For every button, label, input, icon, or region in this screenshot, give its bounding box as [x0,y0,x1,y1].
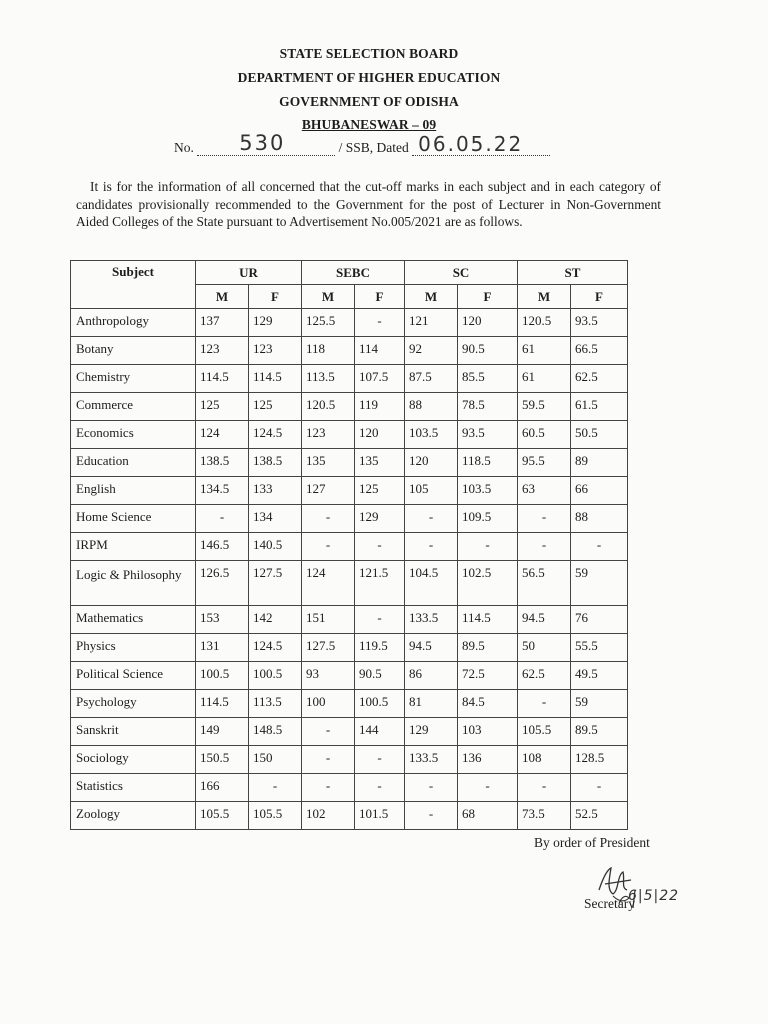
cutoff-value-cell: 50 [518,634,571,662]
cutoff-value-cell: - [458,533,518,561]
cutoff-value-cell: 120 [458,309,518,337]
cutoff-value-cell: 119 [355,393,405,421]
cutoff-value-cell: - [355,746,405,774]
cutoff-value-cell: 95.5 [518,449,571,477]
header-department: DEPARTMENT OF HIGHER EDUCATION [237,70,501,85]
cutoff-value-cell: 119.5 [355,634,405,662]
category-header: UR [196,261,302,285]
cutoff-value-cell: 129 [249,309,302,337]
table-row [71,421,628,449]
cutoff-value-cell: 148.5 [249,718,302,746]
subject-cell: Chemistry [71,365,196,393]
cutoff-value-cell: 100.5 [249,662,302,690]
cutoff-value-cell: 118.5 [458,449,518,477]
cutoff-value-cell: 125.5 [302,309,355,337]
cutoff-value-cell: 92 [405,337,458,365]
cutoff-value-cell: 94.5 [518,606,571,634]
cutoff-value-cell: 133.5 [405,746,458,774]
cutoff-value-cell: 105 [405,477,458,505]
cutoff-value-cell: 88 [405,393,458,421]
cutoff-value-cell: 103 [458,718,518,746]
notice-paragraph: It is for the information of all concerned that the cut-off marks in each subject and in each category of candidates provisionally recommended to the Government for the post of Lecturer in Non-Government Aided Colleges of the State pursuant to Advertisement No.005/2021 are as follows. [76,179,661,230]
cutoff-value-cell: 93 [302,662,355,690]
cutoff-value-cell: 59 [571,561,628,606]
cutoff-value-cell: 59 [571,690,628,718]
cutoff-value-cell: 114.5 [196,365,249,393]
cutoff-value-cell: 113.5 [302,365,355,393]
cutoff-value-cell: 150 [249,746,302,774]
cutoff-value-cell: - [302,718,355,746]
cutoff-value-cell: 140.5 [249,533,302,561]
cutoff-value-cell: 138.5 [196,449,249,477]
subject-cell: Home Science [71,505,196,533]
cutoff-value-cell: 101.5 [355,802,405,830]
subject-cell: Physics [71,634,196,662]
table-row [71,662,628,690]
cutoff-value-cell: 149 [196,718,249,746]
cutoff-value-cell: 62.5 [571,365,628,393]
cutoff-value-cell: 105.5 [196,802,249,830]
cutoff-value-cell: - [302,505,355,533]
reference-line [174,131,550,156]
cutoff-value-cell: 120.5 [302,393,355,421]
subject-cell: Zoology [71,802,196,830]
cutoff-value-cell: 124.5 [249,421,302,449]
cutoff-value-cell: 125 [355,477,405,505]
cutoff-value-cell: 125 [249,393,302,421]
cutoff-value-cell: 144 [355,718,405,746]
cutoff-value-cell: 135 [355,449,405,477]
cutoff-value-cell: 126.5 [196,561,249,606]
ssb-label: / SSB, Dated [338,140,409,155]
cutoff-value-cell: 114 [355,337,405,365]
cutoff-value-cell: 166 [196,774,249,802]
category-header: ST [518,261,628,285]
cutoff-value-cell: 104.5 [405,561,458,606]
cutoff-value-cell: - [355,606,405,634]
table-row [71,337,628,365]
cutoff-value-cell: 121.5 [355,561,405,606]
table-row [71,746,628,774]
subject-cell: Economics [71,421,196,449]
cutoff-value-cell: 150.5 [196,746,249,774]
cutoff-value-cell: 105.5 [518,718,571,746]
cutoff-value-cell: 49.5 [571,662,628,690]
cutoff-value-cell: 59.5 [518,393,571,421]
cutoff-value-cell: 100.5 [355,690,405,718]
cutoff-value-cell: 66.5 [571,337,628,365]
cutoff-value-cell: 50.5 [571,421,628,449]
cutoff-value-cell: 89.5 [458,634,518,662]
number-blank [197,131,335,156]
cutoff-value-cell: 146.5 [196,533,249,561]
subject-cell: Anthropology [71,309,196,337]
cutoff-value-cell: 125 [196,393,249,421]
cutoff-value-cell: 76 [571,606,628,634]
cutoff-value-cell: 68 [458,802,518,830]
header-government: GOVERNMENT OF ODISHA [279,94,459,109]
handwritten-sign-date: 6|5|22 [628,888,680,904]
cutoff-value-cell: 120.5 [518,309,571,337]
cutoff-value-cell: 81 [405,690,458,718]
table-row [71,606,628,634]
cutoff-value-cell: - [518,505,571,533]
cutoff-value-cell: - [355,309,405,337]
cutoff-value-cell: 108 [518,746,571,774]
cutoff-value-cell: 66 [571,477,628,505]
subject-cell: Sanskrit [71,718,196,746]
cutoff-value-cell: 55.5 [571,634,628,662]
cutoff-value-cell: 135 [302,449,355,477]
cutoff-value-cell: - [355,774,405,802]
cutoff-value-cell: 114.5 [249,365,302,393]
cutoff-value-cell: 120 [405,449,458,477]
cutoff-value-cell: 133 [249,477,302,505]
cutoff-value-cell: 138.5 [249,449,302,477]
table-row [71,718,628,746]
header-city: BHUBANESWAR – 09 [301,117,437,132]
cutoff-value-cell: 103.5 [405,421,458,449]
cutoff-value-cell: 131 [196,634,249,662]
cutoff-value-cell: - [302,746,355,774]
subject-cell: Political Science [71,662,196,690]
subject-cell: Logic & Philosophy [71,561,196,606]
subject-cell: Statistics [71,774,196,802]
reference-number: 530 [239,131,286,155]
cutoff-value-cell: 94.5 [405,634,458,662]
cutoff-value-cell: 128.5 [571,746,628,774]
cutoff-value-cell: 127.5 [302,634,355,662]
cutoff-value-cell: 90.5 [458,337,518,365]
subject-cell: Education [71,449,196,477]
gender-header: F [571,285,628,309]
subject-cell: Mathematics [71,606,196,634]
cutoff-value-cell: - [571,774,628,802]
category-header: SC [405,261,518,285]
cutoff-value-cell: 127.5 [249,561,302,606]
cutoff-value-cell: - [405,533,458,561]
table-row [71,477,628,505]
cutoff-value-cell: - [196,505,249,533]
category-header: SEBC [302,261,405,285]
cutoff-value-cell: 121 [405,309,458,337]
cutoff-value-cell: 84.5 [458,690,518,718]
cutoff-value-cell: 89 [571,449,628,477]
cutoff-value-cell: 118 [302,337,355,365]
cutoff-value-cell: 153 [196,606,249,634]
cutoff-value-cell: 127 [302,477,355,505]
cutoff-value-cell: - [355,533,405,561]
cutoff-value-cell: 103.5 [458,477,518,505]
reference-date: 06.05.22 [418,132,524,156]
by-order-text: By order of President [534,835,650,850]
cutoff-value-cell: 78.5 [458,393,518,421]
cutoff-value-cell: 124 [302,561,355,606]
table-row [71,365,628,393]
cutoff-value-cell: 134 [249,505,302,533]
cutoff-value-cell: 102 [302,802,355,830]
cutoff-value-cell: 105.5 [249,802,302,830]
cutoff-value-cell: 137 [196,309,249,337]
cutoff-value-cell: 63 [518,477,571,505]
cutoff-value-cell: 120 [355,421,405,449]
cutoff-value-cell: 142 [249,606,302,634]
gender-header: M [302,285,355,309]
cutoff-value-cell: 85.5 [458,365,518,393]
cutoff-value-cell: 151 [302,606,355,634]
cutoff-value-cell: - [518,690,571,718]
date-blank [412,132,550,156]
cutoff-value-cell: 100.5 [196,662,249,690]
cutoff-value-cell: 123 [196,337,249,365]
gender-header: M [196,285,249,309]
table-row [71,309,628,337]
cutoff-value-cell: 90.5 [355,662,405,690]
cutoff-value-cell: 88 [571,505,628,533]
cutoff-value-cell: - [571,533,628,561]
gender-header: M [405,285,458,309]
cutoff-value-cell: 62.5 [518,662,571,690]
cutoff-value-cell: 114.5 [458,606,518,634]
table-row [71,802,628,830]
secretary-title: Secretary [584,896,635,911]
cutoff-value-cell: 52.5 [571,802,628,830]
cutoff-value-cell: 61 [518,365,571,393]
cutoff-value-cell: 123 [249,337,302,365]
table-row [71,690,628,718]
cutoff-value-cell: - [302,533,355,561]
cutoff-value-cell: 129 [405,718,458,746]
gender-header: M [518,285,571,309]
cutoff-value-cell: 134.5 [196,477,249,505]
cutoff-value-cell: - [518,774,571,802]
cutoff-value-cell: - [405,774,458,802]
cutoff-value-cell: 86 [405,662,458,690]
cutoff-value-cell: 61 [518,337,571,365]
subject-cell: Psychology [71,690,196,718]
subject-cell: Botany [71,337,196,365]
cutoff-value-cell: 124.5 [249,634,302,662]
cutoff-value-cell: 61.5 [571,393,628,421]
table-row [71,774,628,802]
no-label: No. [174,140,194,155]
gender-header: F [355,285,405,309]
cutoff-value-cell: 109.5 [458,505,518,533]
table-row [71,393,628,421]
cutoff-value-cell: - [458,774,518,802]
cutoff-value-cell: 114.5 [196,690,249,718]
cutoff-table [70,260,628,830]
subject-cell: English [71,477,196,505]
cutoff-value-cell: - [405,505,458,533]
table-row [71,561,628,606]
gender-header: F [249,285,302,309]
cutoff-value-cell: 93.5 [458,421,518,449]
cutoff-value-cell: 93.5 [571,309,628,337]
cutoff-value-cell: 72.5 [458,662,518,690]
cutoff-value-cell: 73.5 [518,802,571,830]
subject-cell: Commerce [71,393,196,421]
cutoff-value-cell: 107.5 [355,365,405,393]
cutoff-value-cell: 56.5 [518,561,571,606]
cutoff-value-cell: 100 [302,690,355,718]
cutoff-value-cell: 136 [458,746,518,774]
cutoff-value-cell: - [302,774,355,802]
cutoff-value-cell: - [518,533,571,561]
header-board: STATE SELECTION BOARD [279,46,459,61]
cutoff-value-cell: 87.5 [405,365,458,393]
cutoff-value-cell: 60.5 [518,421,571,449]
subject-cell: IRPM [71,533,196,561]
cutoff-value-cell: 129 [355,505,405,533]
gender-header: F [458,285,518,309]
table-row [71,533,628,561]
table-row [71,449,628,477]
cutoff-value-cell: - [405,802,458,830]
cutoff-value-cell: 133.5 [405,606,458,634]
subject-cell: Sociology [71,746,196,774]
cutoff-value-cell: - [249,774,302,802]
cutoff-table-body [71,309,628,830]
cutoff-value-cell: 102.5 [458,561,518,606]
subject-header: Subject [71,261,196,309]
cutoff-value-cell: 89.5 [571,718,628,746]
cutoff-value-cell: 123 [302,421,355,449]
cutoff-value-cell: 124 [196,421,249,449]
table-row [71,505,628,533]
table-row [71,634,628,662]
cutoff-value-cell: 113.5 [249,690,302,718]
